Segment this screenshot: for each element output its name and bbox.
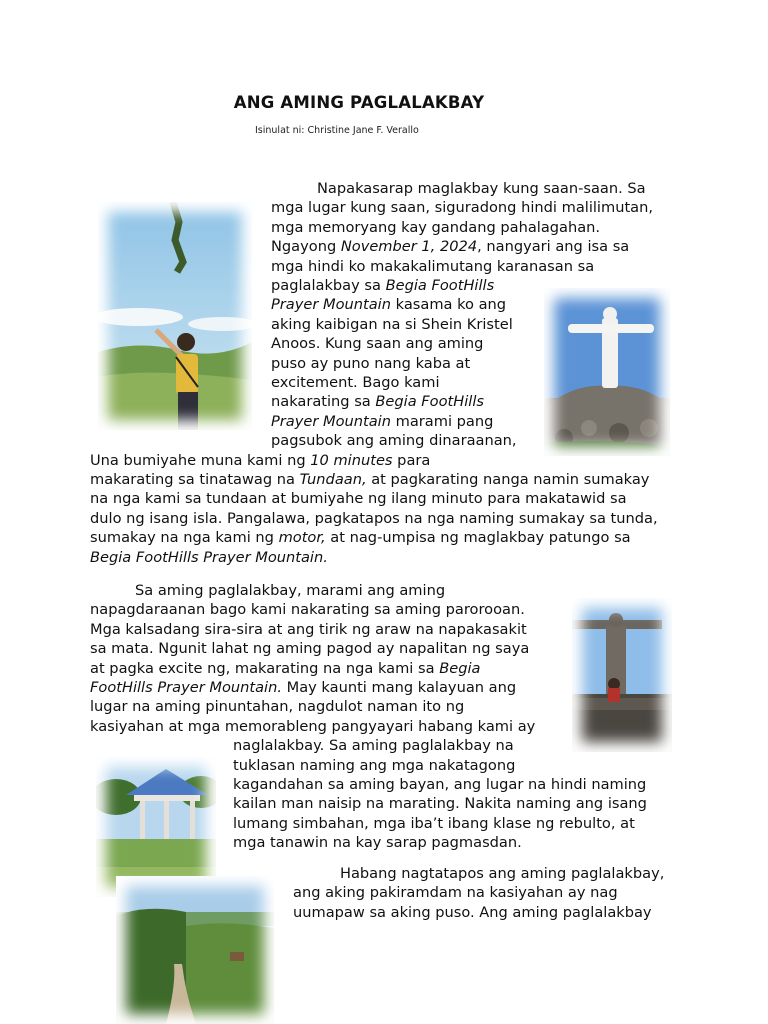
- paragraph2-line: [233, 814, 635, 834]
- paragraph1-line: [271, 392, 484, 412]
- woman-waving-photo: [98, 202, 252, 430]
- paragraph2-line: [90, 697, 464, 717]
- text-run: Prayer Mountain: [271, 412, 391, 430]
- text-run: kagandahan sa aming bayan, ang lugar na hindi naming: [233, 776, 647, 793]
- text-run: Anoos. Kung saan ang aming: [271, 335, 484, 353]
- text-run: kasiyahan at mga memorableng pangyayari habang kami ay: [90, 717, 536, 735]
- text-run: Habang nagtatapos ang aming paglalakbay,: [340, 865, 665, 882]
- text-run: Ngayong: [271, 238, 341, 256]
- text-run: November 1, 2024: [340, 238, 478, 256]
- text-run: sumakay na nga kami ng: [90, 529, 279, 547]
- text-run: , nangyari ang isa sa: [477, 238, 630, 256]
- paragraph2-line: [233, 794, 647, 814]
- text-run: na nga kami sa tundaan at bumiyahe ng ilang minuto para makatawid sa: [90, 490, 627, 508]
- white-statue-photo: [544, 288, 670, 456]
- text-run: motor,: [278, 529, 326, 547]
- paragraph2-line: [135, 581, 445, 601]
- text-run: Mga kalsadang sira-sira at ang tirik ng araw na napakasakit: [90, 620, 527, 638]
- paragraph2-line: [90, 620, 527, 640]
- paragraph2-line: [90, 717, 535, 737]
- text-run: marami pang: [391, 412, 494, 430]
- text-run: ang aking pakiramdam na kasiyahan ay nag: [293, 884, 618, 902]
- text-run: paglalakbay sa: [271, 277, 386, 294]
- text-run: mga hindi ko makakalimutang karanasan sa: [271, 257, 595, 275]
- text-run: uumapaw sa aking puso. Ang aming paglalakbay: [293, 903, 652, 921]
- text-run: lugar na aming pinuntahan, nagdulot naman ito ng: [90, 698, 465, 716]
- paragraph1-line: [271, 354, 470, 374]
- paragraph3-line: [340, 864, 664, 884]
- hill-path-photo: [116, 876, 274, 1024]
- text-run: Napakasarap maglakbay kung saan-saan. Sa: [317, 180, 646, 197]
- text-run: excitement. Bago kami: [271, 374, 440, 391]
- author-line: Isinulat ni: Christine Jane F. Verallo: [255, 125, 419, 136]
- text-run: kasama ko ang: [391, 296, 507, 314]
- paragraph1-line: [90, 528, 631, 548]
- paragraph2-line: [90, 639, 529, 659]
- text-run: mga tanawin na kay sarap pagmasdan.: [233, 834, 522, 852]
- paragraph1-line: [90, 451, 430, 471]
- text-run: Prayer Mountain: [271, 296, 391, 314]
- text-run: dulo ng isang isla. Pangalawa, pagkatapos na nga naming sumakay sa tunda,: [90, 509, 658, 527]
- paragraph1-line: [90, 509, 658, 529]
- paragraph1-line: [271, 373, 440, 393]
- paragraph1-line: [317, 179, 646, 199]
- statue-silhouette-photo: [572, 598, 672, 752]
- paragraph1-line: [90, 470, 649, 490]
- paragraph1-line: [271, 257, 594, 277]
- text-run: tuklasan naming ang mga nakatagong: [233, 756, 516, 774]
- text-run: May kaunti mang kalayuan ang: [281, 679, 517, 696]
- text-run: at pagka excite ng, makarating na nga kami sa: [90, 659, 440, 677]
- paragraph2-line: [90, 659, 480, 679]
- text-run: makarating sa tinatawag na: [90, 471, 300, 488]
- text-run: FootHills Prayer Mountain.: [90, 679, 282, 696]
- paragraph1-line: [271, 412, 493, 432]
- paragraph2-line: [233, 833, 522, 853]
- text-run: Begia FootHills: [385, 277, 495, 294]
- paragraph1-line: [271, 431, 517, 451]
- text-run: nakarating sa: [271, 393, 376, 411]
- paragraph1-line: [90, 548, 328, 568]
- text-run: Una bumiyahe muna kami ng: [90, 451, 311, 469]
- paragraph1-line: [271, 198, 653, 218]
- paragraph1-line: [271, 334, 483, 354]
- paragraph2-line: [233, 736, 514, 756]
- paragraph2-line: [90, 600, 525, 620]
- paragraph3-line: [293, 883, 618, 903]
- text-run: at nag-umpisa ng maglakbay patungo sa: [325, 529, 631, 547]
- text-run: Begia: [439, 659, 481, 677]
- text-run: para: [392, 451, 431, 469]
- text-run: 10 minutes: [310, 451, 393, 469]
- paragraph1-line: [271, 295, 506, 315]
- text-run: Begia FootHills Prayer Mountain.: [90, 548, 328, 566]
- paragraph3-line: [293, 903, 652, 923]
- text-run: pagsubok ang aming dinaraanan,: [271, 432, 517, 450]
- text-run: aking kaibigan na si Shein Kristel: [271, 315, 513, 333]
- text-run: sa mata. Ngunit lahat ng aming pagod ay napalitan ng saya: [90, 640, 530, 658]
- text-run: naglalakbay. Sa aming paglalakbay na: [233, 737, 514, 755]
- paragraph1-line: [271, 276, 494, 296]
- text-run: mga lugar kung saan, siguradong hindi malilimutan,: [271, 199, 653, 217]
- text-run: Sa aming paglalakbay, marami ang aming: [135, 582, 446, 599]
- paragraph2-line: [233, 756, 515, 776]
- text-run: Begia FootHills: [375, 393, 484, 411]
- paragraph1-line: [90, 489, 627, 509]
- text-run: puso ay puno nang kaba at: [271, 354, 471, 372]
- paragraph2-line: [233, 775, 646, 795]
- page-title: ANG AMING PAGLALAKBAY: [233, 93, 485, 112]
- text-run: at pagkarating nanga namin sumakay: [366, 471, 650, 488]
- text-run: Tundaan,: [299, 471, 367, 488]
- paragraph1-line: [271, 218, 600, 238]
- paragraph1-line: [271, 315, 513, 335]
- text-run: lumang simbahan, mga iba’t ibang klase ng rebulto, at: [233, 814, 635, 832]
- paragraph1-line: [271, 237, 629, 257]
- text-run: kailan man naisip na marating. Nakita naming ang isang: [233, 795, 647, 813]
- paragraph2-line: [90, 678, 516, 698]
- text-run: mga memoryang kay gandang pahalagahan.: [271, 218, 601, 236]
- text-run: napagdaraanan bago kami nakarating sa aming parorooan.: [90, 601, 525, 619]
